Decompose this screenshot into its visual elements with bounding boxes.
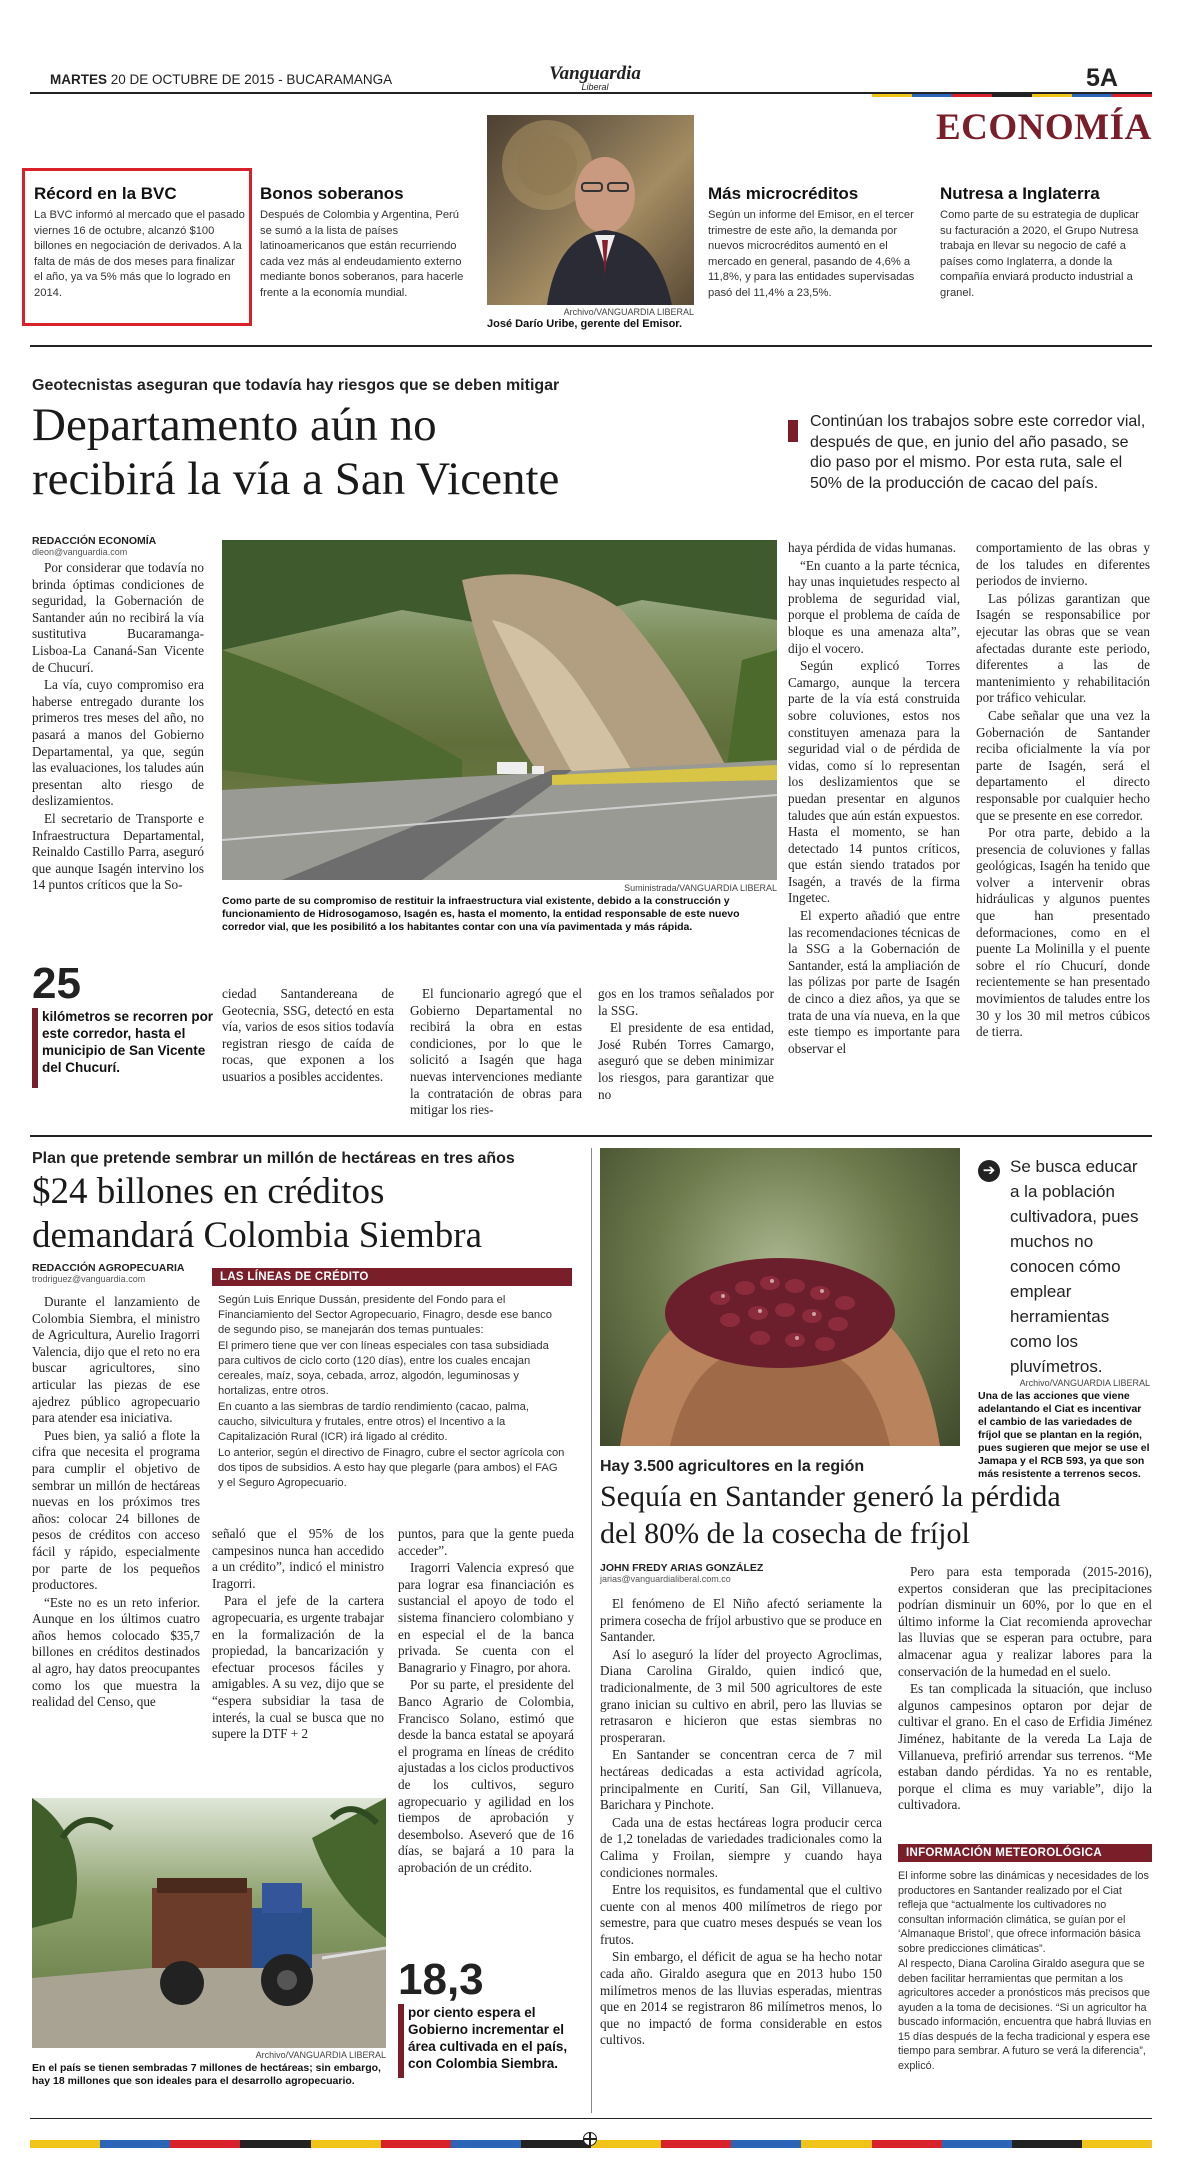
paragraph: El primero tiene que ver con líneas especiales con tasa subsidiada para cultivos de ciclo corto (120 días), entre los cuales encajan cereales, maíz, soya, cebada, arroz, algodón, leguminosas y hortalizas, entre otros. [218,1340,549,1397]
story3-pull-icon: ➔ [978,1160,1000,1182]
paragraph: Así lo aseguró la líder del proyecto Agroclimas, Diana Carolina Giraldo, quien indicó que, tradicionalmente, de 3 mil 500 agricultores de este grano inician su cultivo en abril, pero las lluvias se retrasaron e hicieron que estas siembras no prosperaran. [600,1646,882,1745]
paragraph: El experto añadió que entre las recomendaciones técnicas de la SSG a la Gobernación de Santander, está la ampliación de las pólizas por parte de Isagén de cinco a diez años, ya que se trata de una vía nueva, en la que este tiempo es importante para observar el [788,908,960,1056]
paragraph: Pero para esta temporada (2015-2016), expertos consideran que las precipitaciones podrían disminuir un 60%, por lo que en el último informe la Ciat recomienda aprovechar las lluvias que se esperan para octubre, para almacenar agua y realizar labores para la conservación de la humedad en el suelo. [898,1564,1152,1679]
story1-stat-number: 25 [32,959,81,1008]
credit-lines-body [212,1286,572,1491]
tractor-photo-caption: En el país se tienen sembradas 7 millones de hectáreas; sin embargo, hay 18 millones que son ideales para el desarrollo agropecuario. [32,2062,381,2087]
paragraph: “En cuanto a la parte técnica, hay unas inquietudes respecto al problema de seguridad vial, porque el problema de caída de bloque es una amenaza alta”, dijo el vocero. [788,557,960,656]
story1-col2 [222,986,394,1087]
section-title: ECONOMÍA [936,107,1152,148]
story2-col3 [398,1526,574,1877]
paragraph: Cada una de estas hectáreas logra producir cerca de 1,2 toneladas de variedades tradicionales como la Calima y Froilan, siempre y cuando haya condiciones normales. [600,1814,882,1880]
brief-bvc [34,184,246,302]
paragraph: Según explicó Torres Camargo, aunque la tercera parte de la vía está construida sobre coluviones, estos nos constituyen amenaza para la seguridad vial o de pérdida de vidas, como sí lo representan los deslizamientos que se puedan presentar en algunos taludes que aún están expuestos. Hasta el momento, se han detectado 14 puntos críticos, que están siendo tratados por Isagén, a través de la firma Ingetec. [788,658,960,906]
story3-col2 [898,1564,1152,1815]
paragraph: Sin embargo, el déficit de agua se ha hecho notar cada año. Giraldo asegura que en 2013 hubo 150 milímetros menos de las lluvias esperadas, mientras que en 2014 se registraron 86 milímetros menos, lo que no impactó de forma considerable en estos cultivos. [600,1949,882,2048]
story1-stat-bar [32,1008,38,1088]
paragraph: haya pérdida de vidas humanas. [788,540,957,555]
paragraph: Para el jefe de la cartera agropecuaria, es urgente trabajar en la formalización de la propiedad, la bancarización y efectuar procesos fáciles y amigables. A su vez, dijo que se “espera subsidiar la tasa de interés, la cual se busca que no supere la DTF + 2 [212,1593,384,1742]
weather-info-box [898,1844,1152,2074]
story3-byline: JOHN FREDY ARIAS GONZÁLEZ [600,1562,764,1574]
story2-headline-line1: $24 billones en créditos [32,1171,385,1212]
paragraph: Según Luis Enrique Dussán, presidente del Fondo para el Financiamiento del Sector Agropecuario, Finagro, desde ese banco de segundo piso, se manejarán dos temas puntuales: [218,1294,552,1336]
paragraph: El presidente de esa entidad, José Rubén Torres Camargo, aseguró que se deben minimizar los riesgos, para garantizar que no [598,1020,774,1102]
story3-email: jarias@vanguardialiberal.com.co [600,1574,731,1584]
brief-title: Bonos soberanos [260,184,404,203]
brief-text: Según un informe del Emisor, en el tercer trimestre de este año, la demanda por nuevos microcréditos aumentó en el mercado en general, pasando de 4,6% a 11,8%, y para las entidades supervisadas pasó del 11,4% a 23,5%. [708,209,915,299]
story2-headline [32,1170,592,1258]
story3-col1 [600,1596,882,2050]
story2-byline: REDACCIÓN AGROPECUARIA [32,1262,185,1274]
story3-headline-line2: del 80% de la cosecha de fríjol [600,1517,970,1550]
page-number: 5A [1086,64,1118,92]
paragraph: Iragorri Valencia expresó que para lograr esa financiación es sustancial el apoyo de todo el sistema financiero colombiano y en especial el de la banca privada. Se cuenta con el Banagrario y Finagro, por ahora. [398,1560,574,1675]
header-color-bar [872,94,1152,97]
paragraph: Las pólizas garantizan que Isagén se responsabilice por ejecutar las obras que se vean afectadas durante este periodo, diferentes a las de mantenimiento y rehabilitación por tráfico vehicular. [976,590,1150,706]
paragraph: Pues bien, ya salió a flote la cifra que necesita el programa para cumplir el objetivo de sembrar un millón de hectáreas nuevas en los próximos tres años: colocar 24 billones de pesos de créditos con acceso fácil y rápido, especialmente por parte de los pequeños productores. [32,1427,200,1593]
tractor-photo [32,1798,386,2048]
brief-text: Después de Colombia y Argentina, Perú se sumó a la lista de países latinoamericanos que están recurriendo cada vez más al endeudamiento externo mediante bonos soberanos, para hacerle frente a la economía mundial. [260,209,464,299]
beans-illustration [600,1148,960,1446]
paragraph: puntos, para que la gente pueda acceder”. [398,1526,574,1558]
portrait-photo [487,115,694,305]
road-photo-credit: Suministrada/VANGUARDIA LIBERAL [624,883,777,893]
paragraph: Cabe señalar que una vez la Gobernación de Santander reciba oficialmente la vía por parte de Isagén, será el departamento el directo responsable por cualquier hecho que se presente en ese corredor. [976,707,1150,823]
paragraph: ciedad Santandereana de Geotecnia, SSG, detectó en esta vía, varios de esos sitios todavía registran riesgo de caída de rocas, que exponen a los usuarios a posibles accidentes. [222,986,394,1084]
story2-email: trodriguez@vanguardia.com [32,1274,146,1284]
masthead-logo [540,64,650,92]
story2-col2 [212,1526,384,1744]
story1-headline [32,398,792,506]
brief-title: Más microcréditos [708,184,859,203]
registration-mark-icon [583,2132,597,2146]
brief-title: Récord en la BVC [34,184,177,203]
masthead-date [50,72,392,87]
paragraph: gos en los tramos señalados por la SSG. [598,986,774,1018]
paragraph: El funcionario agregó que el Gobierno Departamental no recibirá la obra en estas condiciones, por lo que le solicitó a Isagén que haga nuevas intervenciones mediante la contratación de obras para mitigar los ries- [410,986,582,1118]
paragraph: Por su parte, el presidente del Banco Agrario de Colombia, Francisco Solano, estimó que desde la banca estatal se apoyará el programa en líneas de crédito ajustadas a los ciclos productivos de los cultivos, seguro agropecuario y agilidad en los tiempos de aprobación y desembolso. Aseveró que de 16 días, se bajará a 10 para la aprobación de un crédito. [398,1677,574,1875]
story2-stat-text: por ciento espera el Gobierno incrementar el área cultivada en el país, con Colombia Siembra. [408,2005,568,2071]
story1-bottom-rule [30,1135,1152,1137]
story1-headline-line1: Departamento aún no [32,399,437,451]
story2-stat-bar [398,2004,404,2078]
portrait-credit: Archivo/VANGUARDIA LIBERAL [563,307,694,317]
date-rest: 20 DE OCTUBRE DE 2015 - BUCARAMANGA [110,72,393,87]
beans-photo-credit: Archivo/VANGUARDIA LIBERAL [1019,1378,1150,1388]
paragraph: Entre los requisitos, es fundamental que el cultivo cuente con al menos 400 milímetros de riego por semestre, para que cuatro meses después se vean los frutos. [600,1882,882,1947]
brief-text: La BVC informó al mercado que el pasado viernes 16 de octubre, alcanzó $100 billones en negociación de derivados. A la falta de más de dos meses para finalizar el año, ya va 5% más que lo logrado en 2014. [34,209,245,299]
paragraph: Al respecto, Diana Carolina Giraldo asegura que se deben facilitar herramientas que permitan a los agricultores acceder a pronósticos más precisos que ayuden a la toma de decisiones. “Si un agricultor ha buscado información, encuentra que habrá lluvias en 15 días después de la fecha tradicional y espera ese tiempo para sembrar. A futuro se verá la diferencia”, explicó. [898,1958,1152,2072]
portrait-caption: José Darío Uribe, gerente del Emisor. [487,318,683,330]
briefs-bottom-rule [30,345,1152,347]
story1-col1 [32,560,204,895]
story2-col1 [32,1294,200,1712]
story1-byline: REDACCIÓN ECONOMÍA [32,535,157,547]
story1-email: dleon@vanguardia.com [32,547,128,557]
paragraph: Lo anterior, según el directivo de Finagro, cubre el sector agrícola con dos tipos de subsidios. A esto hay que plegarle (para ambos) el FAG y el Seguro Agropecuario. [218,1447,565,1489]
story3-pull-quote: Se busca educar a la población cultivadora, pues muchos no conocen cómo emplear herramientas como los pluvímetros. [1010,1157,1139,1376]
road-photo [222,540,777,880]
story1-col4 [598,986,774,1104]
road-photo-caption: Como parte de su compromiso de restituir la infraestructura vial existente, debido a la construcción y funcionamiento de Hidrosogamoso, Isagén es, hasta el momento, la entidad responsable de este nuevo corredor vial, que les posibilitó a los habitantes contar con una vía pavimentada y más rápida. [222,895,740,933]
paragraph: Es tan complicada la situación, que incluso algunos campesinos optaron por dejar de cultivar el grano. En el caso de Erfidia Jiménez Jiménez, habitante de la vereda La Laja de Villanueva, prefirió arrendar sus terrenos. “Me estaban dando pérdidas. Ya no es rentable, porque el clima es muy variable”, dijo la cultivadora. [898,1681,1152,1813]
portrait-figure [487,115,694,305]
brief-text: Como parte de su estrategia de duplicar su facturación a 2020, el Grupo Nutresa trabaja en llevar su negocio de café a países como Inglaterra, a donde la compañía enviará producto industrial a granel. [940,209,1140,299]
story3-headline-line1: Sequía en Santander generó la pérdida [600,1480,1061,1513]
paragraph: comportamiento de las obras y de los taludes en diferentes periodos de invierno. [976,540,1150,589]
brief-microcreditos [708,184,920,302]
tractor-illustration [32,1798,386,2048]
story3-kicker: Hay 3.500 agricultores en la región [600,1458,865,1475]
paragraph: La vía, cuyo compromiso era haberse entregado durante los primeros tres meses del año, no pasará a manos del Gobierno Departamental, ya que, según las evaluaciones, los taludes aún presentan alto riesgo de deslizamientos. [32,677,204,809]
paragraph: El fenómeno de El Niño afectó seriamente la primera cosecha de fríjol arbustivo que se produce en Santander. [600,1596,882,1645]
brief-title: Nutresa a Inglaterra [940,184,1100,203]
weather-info-body [898,1862,1152,2073]
story1-col6 [976,540,1150,1042]
road-illustration [222,540,777,880]
story1-headline-line2: recibirá la vía a San Vicente [32,453,560,505]
story1-stat-text: kilómetros se recorren por este corredor, hasta el municipio de San Vicente del Chucurí. [42,1009,214,1075]
footer-rule [30,2118,1152,2119]
brief-bonos [260,184,472,302]
beans-photo [600,1148,960,1446]
paragraph: Durante el lanzamiento de Colombia Siembra, el ministro de Agricultura, Aurelio Iragorri Valencia, dijo que el reto no era buscar agricultores, sino articular las piezas de ese ajedrez público agropecuario para atender esa iniciativa. [32,1294,200,1426]
date-day: MARTES [50,72,107,87]
story1-pull-marker [788,420,798,442]
story2-story3-divider [591,1148,592,2113]
tractor-photo-credit: Archivo/VANGUARDIA LIBERAL [255,2050,386,2060]
story1-pull-quote: Continúan los trabajos sobre este corredor vial, después de que, en junio del año pasado, se dio paso por el mismo. Por esta ruta, sale el 50% de la producción de cacao del país. [810,413,1146,492]
paragraph: señaló que el 95% de los campesinos nunca han accedido a un crédito”, indicó el ministro Iragorri. [212,1526,384,1591]
weather-info-title: INFORMACIÓN METEOROLÓGICA [898,1844,1152,1862]
story2-stat-number: 18,3 [398,1955,484,2004]
story1-col3 [410,986,582,1120]
paragraph: En cuanto a las siembras de tardío rendimiento (cacao, palma, caucho, silvicultura y frutales, entre otros) el Incentivo a la Capitalización Rural (ICR) irá ligado al crédito. [218,1401,529,1443]
credit-lines-box [212,1268,572,1492]
story3-headline [600,1478,1160,1552]
beans-photo-caption: Una de las acciones que viene adelantando el Ciat es incentivar el cambio de las variedades de fríjol que se plantan en la región, pues sugieren que mejor se use el Jamapa y el RCB 593, ya que son más resistente a terrenos secos. [978,1390,1150,1480]
paragraph: Por otra parte, debido a la presencia de coluviones y fallas geológicas, Isagén ha tenido que volver a intervenir obras hidráulicas y algunos puentes que han presentado deformaciones, como en el puente La Molinilla y el puente sobre el río Chucurí, donde recientemente se han presentado movimientos de taludes entre los 30 y los 30 mil metros cúbicos de tierra. [976,825,1150,1040]
story1-col5 [788,540,960,1058]
paragraph: Por considerar que todavía no brinda óptimas condiciones de seguridad, la Gobernación de Santander aún no recibirá la vía sustitutiva Bucaramanga-Lisboa-La Cananá-San Vicente de Chucurí. [32,560,204,675]
logo-sub: Liberal [581,82,609,92]
paragraph: En Santander se concentran cerca de 7 mil hectáreas dedicadas a esta actividad agrícola, principalmente en Curití, San Gil, Villanueva, Barichara y Pinchote. [600,1747,882,1813]
paragraph: “Este no es un reto inferior. Aunque en los últimos cuatro años hemos colocado $35,7 billones en créditos destinados al agro, hay datos preocupantes como los que muestra la realidad del Censo, que [32,1594,200,1710]
brief-nutresa [940,184,1150,302]
story1-kicker: Geotecnistas aseguran que todavía hay riesgos que se deben mitigar [32,377,560,394]
logo-text: Vanguardia [549,63,641,84]
story2-headline-line2: demandará Colombia Siembra [32,1215,483,1256]
paragraph: El secretario de Transporte e Infraestructura Departamental, Reinaldo Castillo Parra, aseguró que aunque Isagén intervino los 14 puntos críticos que la So- [32,810,204,893]
credit-lines-title: LAS LÍNEAS DE CRÉDITO [212,1268,572,1286]
story2-kicker: Plan que pretende sembrar un millón de hectáreas en tres años [32,1150,515,1167]
paragraph: El informe sobre las dinámicas y necesidades de los productores en Santander realizado por el Ciat refleja que “actualmente los cultivadores no consultan información climática, se guían por el ‘Almanaque Bristol’, que ofrece información básica sobre predicciones climáticas”. [898,1870,1149,1955]
